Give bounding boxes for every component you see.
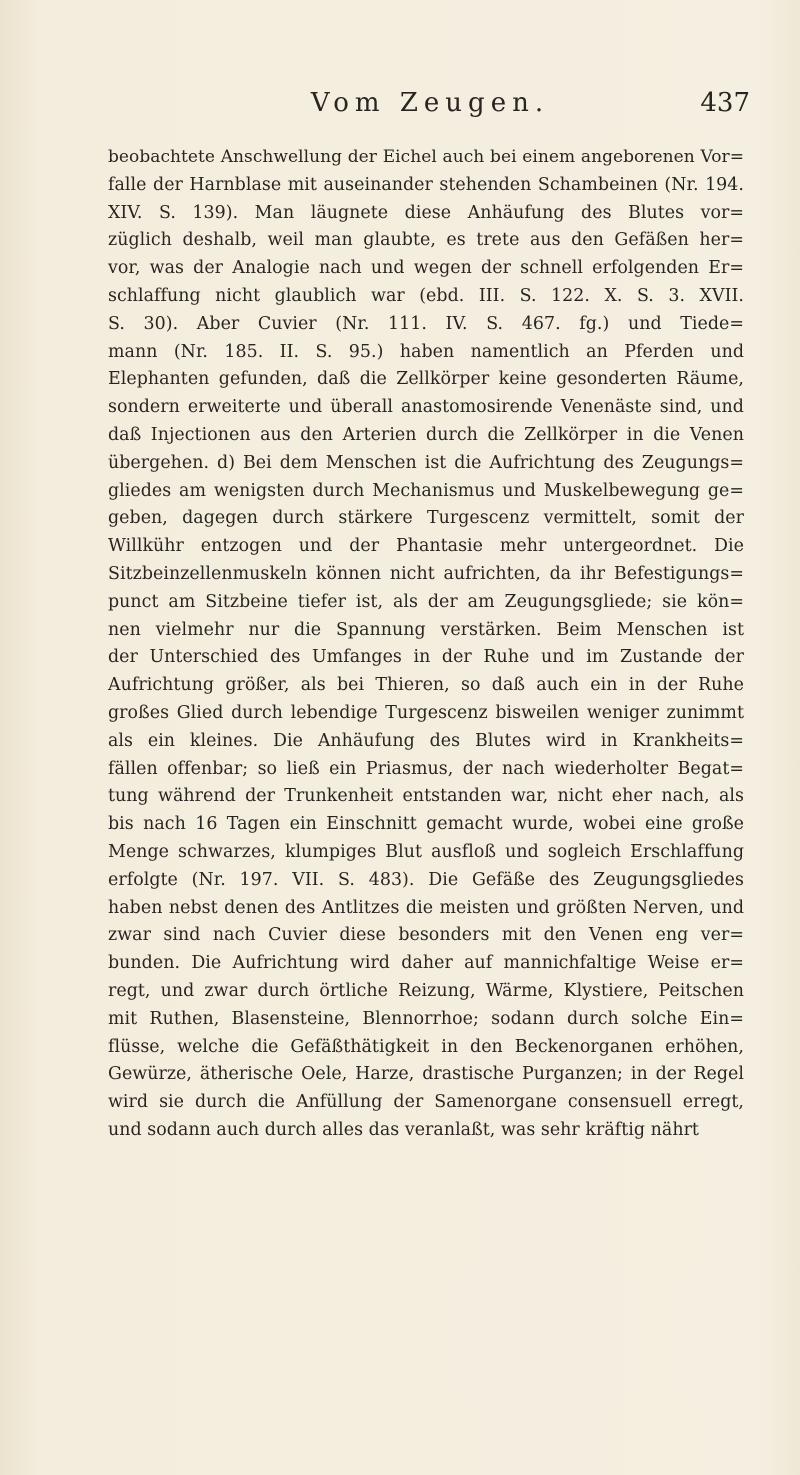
text-line: daß Injectionen aus den Arterien durch die Zellkörper in die Venen bbox=[108, 424, 744, 445]
text-line: schlaffung nicht glaublich war (ebd. III. S. 122. X. S. 3. XVII. bbox=[108, 285, 744, 306]
text-line: mann (Nr. 185. II. S. 95.) haben namentlich an Pferden und bbox=[108, 341, 744, 362]
text-line: regt, und zwar durch örtliche Reizung, Wärme, Klystiere, Peitschen bbox=[108, 980, 744, 1001]
text-line: großes Glied durch lebendige Turgescenz bisweilen weniger zunimmt bbox=[108, 702, 744, 723]
text-line: und sodann auch durch alles das veranlaßt, was sehr kräftig nährt bbox=[108, 1119, 699, 1140]
text-line: bis nach 16 Tagen ein Einschnitt gemacht wurde, wobei eine große bbox=[108, 814, 744, 835]
text-line: Gewürze, ätherische Oele, Harze, drastische Purganzen; in der Regel bbox=[108, 1064, 744, 1085]
text-line: sondern erweiterte und überall anastomosirende Venenäste sind, und bbox=[108, 397, 744, 418]
text-line: wird sie durch die Anfüllung der Samenorgane consensuell erregt, bbox=[108, 1092, 744, 1113]
text-line: fällen offenbar; so ließ ein Priasmus, der nach wiederholter Begat= bbox=[108, 758, 744, 779]
text-line: beobachtete Anschwellung der Eichel auch bei einem angeborenen Vor= bbox=[108, 147, 744, 167]
page-number: 437 bbox=[700, 88, 750, 118]
text-line: tung während der Trunkenheit entstanden war, nicht eher nach, als bbox=[108, 786, 744, 807]
text-line: falle der Harnblase mit auseinander stehenden Schambeinen (Nr. 194. bbox=[108, 174, 744, 195]
text-line: der Unterschied des Umfanges in der Ruhe und im Zustande der bbox=[108, 647, 744, 668]
text-line: haben nebst denen des Antlitzes die meisten und größten Nerven, und bbox=[108, 897, 744, 918]
running-title: Vom Zeugen. bbox=[310, 88, 550, 118]
text-line: Willkühr entzogen und der Phantasie mehr untergeordnet. Die bbox=[108, 536, 744, 557]
text-line: züglich deshalb, weil man glaubte, es trete aus den Gefäßen her= bbox=[108, 230, 744, 251]
text-line: Menge schwarzes, klumpiges Blut ausfloß und sogleich Erschlaffung bbox=[108, 841, 744, 862]
text-line: Sitzbeinzellenmuskeln können nicht aufrichten, da ihr Befestigungs= bbox=[108, 563, 744, 584]
text-line: mit Ruthen, Blasensteine, Blennorrhoe; sodann durch solche Ein= bbox=[108, 1008, 744, 1029]
text-line: nen vielmehr nur die Spannung verstärken. Beim Menschen ist bbox=[108, 619, 744, 640]
text-line: als ein kleines. Die Anhäufung des Blutes wird in Krankheits= bbox=[108, 730, 744, 751]
text-line: bunden. Die Aufrichtung wird daher auf mannichfaltige Weise er= bbox=[108, 953, 744, 974]
text-line: flüsse, welche die Gefäßthätigkeit in den Beckenorganen erhöhen, bbox=[108, 1036, 744, 1057]
text-line: übergehen. d) Bei dem Menschen ist die Aufrichtung des Zeugungs= bbox=[108, 452, 744, 473]
text-line: erfolgte (Nr. 197. VII. S. 483). Die Gefäße des Zeugungsgliedes bbox=[108, 869, 744, 890]
text-line: gliedes am wenigsten durch Mechanismus und Muskelbewegung ge= bbox=[108, 480, 744, 501]
text-line: XIV. S. 139). Man läugnete diese Anhäufung des Blutes vor= bbox=[108, 202, 744, 223]
text-line: S. 30). Aber Cuvier (Nr. 111. IV. S. 467. fg.) und Tiede= bbox=[108, 313, 744, 334]
text-line: zwar sind nach Cuvier diese besonders mit den Venen eng ver= bbox=[108, 925, 744, 946]
page-header bbox=[110, 88, 750, 124]
text-line: Aufrichtung größer, als bei Thieren, so daß auch ein in der Ruhe bbox=[108, 675, 744, 696]
text-line: vor, was der Analogie nach und wegen der schnell erfolgenden Er= bbox=[108, 258, 744, 279]
text-line: geben, dagegen durch stärkere Turgescenz vermittelt, somit der bbox=[108, 508, 744, 529]
text-line: Elephanten gefunden, daß die Zellkörper keine gesonderten Räume, bbox=[108, 369, 744, 390]
text-line: punct am Sitzbeine tiefer ist, als der am Zeugungsgliede; sie kön= bbox=[108, 591, 744, 612]
body-text bbox=[108, 144, 744, 1145]
